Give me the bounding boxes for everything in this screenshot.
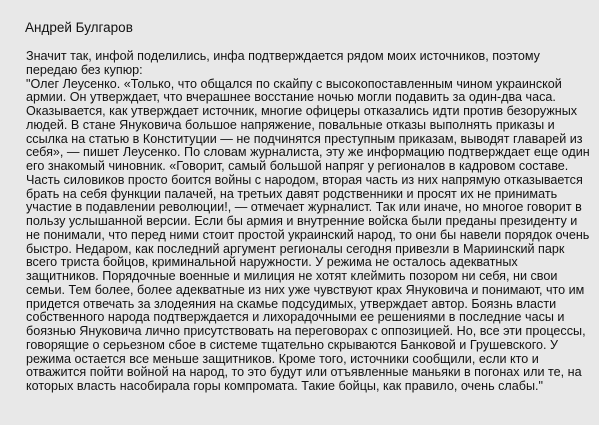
post-line: всего триста бойцов, криминальной наружности. У режима не осталось адекватных [26, 255, 518, 270]
post-line: передаю без купюр: [26, 62, 143, 77]
post-line: Значит так, инфой поделились, инфа подтверждается рядом моих источников, поэтому [26, 49, 540, 63]
post-line: быстро. Недаром, как последний аргумент регионалы сегодня привезли в Мариинский парк [26, 241, 565, 256]
post-line: режима остается все меньше защитников. Кроме того, источники сообщили, если кто и [26, 351, 539, 366]
post-line: "Олег Леусенко. «Только, что общался по скайпу с высокопоставленным чином украинской [26, 76, 562, 91]
post-line: его знакомый чиновник. «Говорит, самый большой напряг у регионалов в кадровом составе. [26, 159, 569, 173]
post-author: Андрей Булгаров [25, 20, 133, 35]
post-line: придется отвечать за злодеяния на скамье подсудимых, утверждает автор. Боязнь власти [26, 296, 557, 311]
post-line: не понимали, что перед ними стоит простой украинский народ, то они бы навели порядок очень [26, 227, 590, 242]
post-line: защитников. Порядочные военные и милиция не хотят клеймить позором ни себя, ни свои [26, 269, 558, 283]
post-line: отважится пойти войной на народ, то это будут или отъявленные маньяки в погонах или те, на [26, 365, 582, 380]
post-text [26, 50, 594, 394]
post-line: участие в подавлении революции!, — отмечает журналист. Так или иначе, но многое говорит в [26, 200, 582, 215]
post-line: себя», — пишет Леусенко. По словам журналиста, эту же информацию подтверждает еще один [26, 145, 590, 160]
post-line: собственного народа подтверждается и лихорадочными ее решениями в последние часы и [26, 310, 565, 325]
post-line: ссылка на статью в Конституции — не подчинятся преступным приказам, выводят главарей из [26, 131, 583, 146]
post-line: людей. В стане Януковича большое напряжение, повальные отказы выполнять приказы и [26, 117, 555, 132]
post-line: армии. Он утверждает, что вчерашнее восстание ночью могли подавить за один-два часа. [26, 90, 556, 105]
post-line: боязнью Януковича лично присутствовать на переговорах с оппозицией. Но, все эти процессы, [26, 324, 586, 338]
post-line: Часть силовиков просто боится войны с народом, вторая часть из них напрямую отказывается [26, 172, 583, 187]
post-line: говорящие о серьезном сбое в системе тщательно скрываются Банковой и Грушевского. У [26, 337, 559, 352]
post-line: брать на себя функции палачей, на третьих давят родственники и просят их не принимать [26, 186, 558, 201]
post-line: семьи. Тем более, более адекватные из них уже чувствуют крах Януковича и понимают, что им [26, 282, 585, 297]
post-line: пользу услышанной версии. Если бы армия и внутренние войска были преданы президенту и [26, 214, 578, 228]
post-line: Оказывается, как утверждает источник, многие офицеры отказались идти против безоружных [26, 104, 578, 118]
post-line: которых власть насобирала горы компромата. Такие бойцы, как правило, очень слабы." [26, 379, 544, 393]
